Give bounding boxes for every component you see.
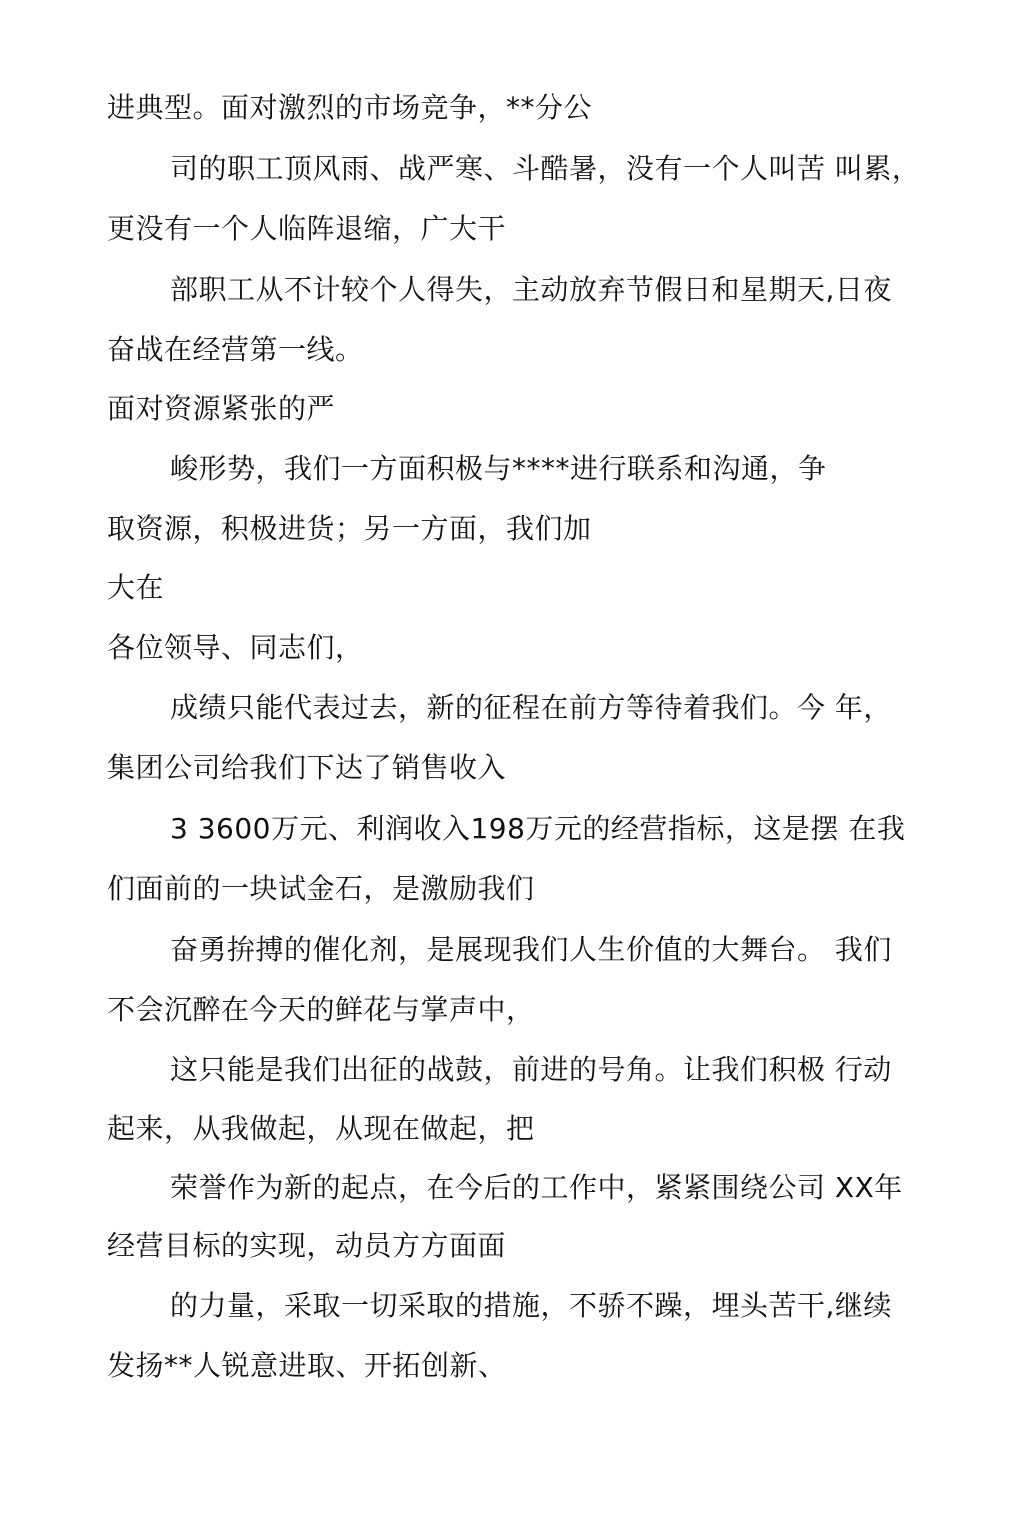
text-line-15: 奋勇拚搏的催化剂，是展现我们人生价值的大舞台。 我们 bbox=[170, 933, 892, 966]
text-line-22: 发扬**人锐意进取、开拓创新、 bbox=[107, 1349, 507, 1382]
text-line-20: 经营目标的实现，动员方方面面 bbox=[107, 1229, 507, 1262]
text-line-8: 取资源，积极进货；另一方面，我们加 bbox=[107, 512, 592, 545]
text-line-1: 进典型。面对激烈的市场竞争，**分公 bbox=[107, 91, 593, 124]
text-line-7: 峻形势，我们一方面积极与****进行联系和沟通，争 bbox=[170, 452, 827, 485]
text-line-9: 大在 bbox=[107, 571, 165, 604]
text-line-17: 这只能是我们出征的战鼓，前进的号角。让我们积极 行动 bbox=[170, 1053, 892, 1086]
text-line-19: 荣誉作为新的起点，在今后的工作中，紧紧围绕公司 XX年 bbox=[170, 1171, 903, 1204]
text-line-2: 司的职工顶风雨、战严寒、斗酷暑，没有一个人叫苦 叫累， bbox=[170, 152, 921, 185]
text-line-13: 3 3600万元、利润收入198万元的经营指标，这是摆 在我 bbox=[170, 812, 906, 845]
text-line-12: 集团公司给我们下达了销售收入 bbox=[107, 751, 507, 784]
text-line-16: 不会沉醉在今天的鲜花与掌声中， bbox=[107, 993, 535, 1026]
text-line-5: 奋战在经营第一线。 bbox=[107, 333, 364, 366]
text-line-11: 成绩只能代表过去，新的征程在前方等待着我们。今 年， bbox=[170, 691, 892, 724]
text-line-6: 面对资源紧张的严 bbox=[107, 392, 336, 425]
text-line-18: 起来，从我做起，从现在做起，把 bbox=[107, 1112, 535, 1145]
text-line-21: 的力量，采取一切采取的措施，不骄不躁，埋头苦干,继续 bbox=[170, 1289, 892, 1322]
text-line-4: 部职工从不计较个人得失，主动放弃节假日和星期天,日夜 bbox=[170, 273, 892, 306]
text-line-14: 们面前的一块试金石，是激励我们 bbox=[107, 872, 535, 905]
text-line-10: 各位领导、同志们， bbox=[107, 631, 364, 664]
text-line-3: 更没有一个人临阵退缩，广大干 bbox=[107, 212, 507, 245]
